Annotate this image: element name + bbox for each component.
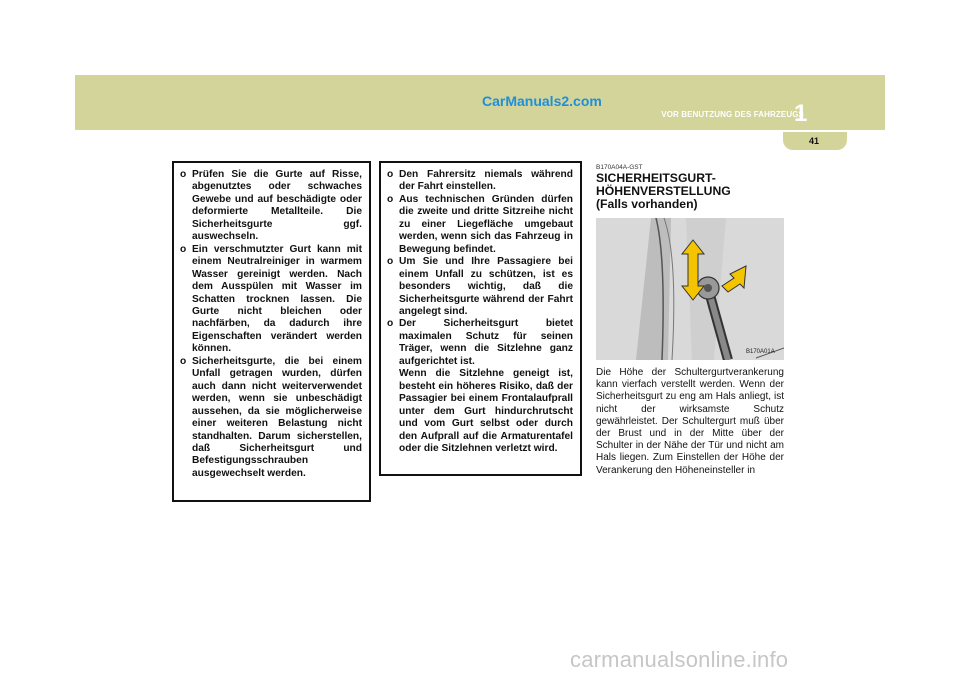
- section-title: VOR BENUTZUNG DES FAHRZEUGS: [661, 110, 804, 119]
- list-item: o Der Sicherheitsgurt bietet maximalen Schutz für seinen Träger, wenn die Sitzlehne ganz aufgerichtet ist. Wenn die Sitzlehne geneigt ist, besteht ein höheres Risiko, daß der Passagier bei einem Frontalaufprall unter dem Gurt hindurchrutscht und vom Gurt selbst oder durch den Aufprall auf die Armaturentafel oder die Sitzlehnen verletzt wird.: [387, 318, 573, 454]
- figure-caption: B170A01A: [746, 349, 775, 355]
- warning-list: [174, 163, 369, 480]
- site-logo[interactable]: CarManuals2.com: [482, 93, 602, 109]
- list-item: o Sicherheitsgurte, die bei einem Unfall getragen wurden, dürfen auch dann nicht weiterverwendet werden, wenn sie unbeschädigt aussehen, da sie möglicherweise einer weiteren Belastung nicht standhalten. Darum sicherstellen, daß Sicherheitsgurt und Befestigungsschrauben ausgewechselt werden.: [180, 355, 362, 479]
- list-item: o Prüfen Sie die Gurte auf Risse, abgenutztes oder schwaches Gewebe und auf beschädigte oder deformierte Metallteile. Die Sicherheitsgurte ggf. auswechseln.: [180, 169, 362, 243]
- warning-box-left: [172, 161, 371, 502]
- body-paragraph: Die Höhe der Schultergurtverankerung kann vierfach verstellt werden. Wenn der Sicherheitsgurt zu eng am Hals anliegt, ist nicht der wirksamste Schutz gewährleistet. Der Schultergurt muß über der Brust und in der Mitte über der Schulter in der Nähe der Tür und nicht am Hals liegen. Zum Einstellen der Höhe der Verankerung den Höheneinsteller in: [596, 367, 784, 476]
- page-number-tab: [783, 132, 847, 150]
- footer-watermark[interactable]: carmanualsonline.info: [570, 647, 789, 672]
- page-title: SICHERHEITSGURT- HÖHENVERSTELLUNG (Falls vorhanden): [596, 171, 731, 211]
- seatbelt-illustration: [596, 218, 784, 360]
- warning-list: [381, 163, 580, 455]
- list-item: o Den Fahrersitz niemals während der Fahrt einstellen.: [387, 169, 573, 193]
- warning-box-middle: [379, 161, 582, 476]
- page-number: 41: [808, 136, 819, 146]
- list-item: o Aus technischen Gründen dürfen die zweite und dritte Sitzreihe nicht zu einer Liegefläche umgebaut werden, wenn sich das Fahrzeug in Bewegung befindet.: [387, 193, 573, 255]
- chapter-number: 1: [794, 100, 808, 127]
- list-item: o Ein verschmutzter Gurt kann mit einem Neutralreiniger in warmem Wasser gereinigt werden. Nach dem Ausspülen mit Wasser im Schatten trocknen lassen. Die Gurte nicht bleichen oder nachfärben, da dadurch ihre Eigenschaften verändert werden können.: [180, 243, 362, 355]
- list-item: o Um Sie und Ihre Passagiere bei einem Unfall zu schützen, ist es besonders wichtig, daß die Sicherheitsgurte während der Fahrt angelegt sind.: [387, 256, 573, 317]
- seatbelt-height-adjuster-figure: [596, 218, 784, 360]
- section-code: B170A04A-GST: [596, 164, 643, 171]
- header-band: [75, 75, 885, 130]
